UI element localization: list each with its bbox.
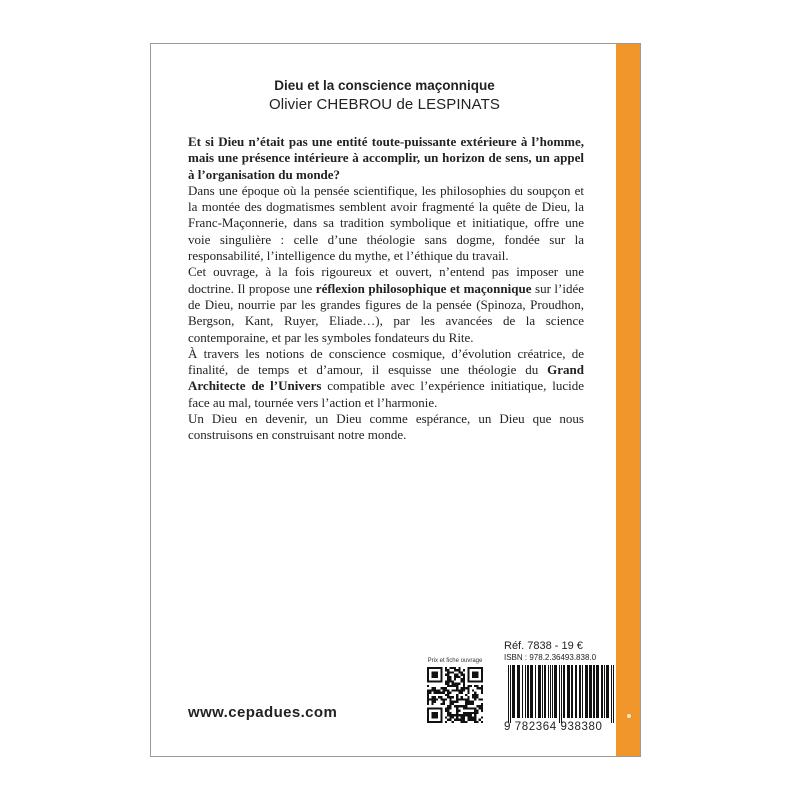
- isbn-text: ISBN : 978.2.36493.838.0: [504, 653, 597, 662]
- book-back-cover: [150, 43, 641, 757]
- blurb-paragraph-3: [188, 346, 584, 411]
- blurb-paragraph-4: Un Dieu en devenir, un Dieu comme espérance, un Dieu que nous construisons en construisant notre monde.: [188, 411, 584, 443]
- blurb-p3-end: compatible avec l’expérience initiatique, lucide face au mal, tournée vers l’action et l’harmonie.: [188, 378, 584, 410]
- qr-label: Prix et fiche ouvrage: [427, 658, 483, 664]
- price-isbn-block: [504, 640, 618, 733]
- blurb-paragraph-2: [188, 264, 584, 345]
- barcode-number: 9 782364 938380: [504, 721, 603, 733]
- blurb-p3-start: À travers les notions de conscience cosmique, d’évolution créatrice, de finalité, de temps et d’amour, il esquisse une théologie du: [188, 345, 584, 378]
- blurb-text: [188, 134, 584, 444]
- orange-spine-strip: [616, 44, 640, 756]
- blurb-p2-end: sur l’idée de Dieu, nourrie par les grandes figures de la pensée (Spinoza, Proudhon, Bergson, Kant, Ruyer, Eliade…), par les avancées de la science contemporaine, et par les symboles fondateurs du Rite.: [188, 280, 585, 345]
- blurb-lead: Et si Dieu n’était pas une entité toute-puissante extérieure à l’homme, mais une présence intérieure à accomplir, un horizon de sens, un appel à l’organisation du monde?: [188, 134, 584, 182]
- blurb-paragraph-1: Dans une époque où la pensée scientifique, les philosophies du soupçon et la montée des dogmatismes semblent avoir fragmenté la quête de Dieu, la Franc-Maçonnerie, dans sa tradition symbolique et initiatique, offre une voie singulière : celle d’une théologie sans dogme, fondée sur la responsabilité, l’intelligence du mythe, et l’éthique du travail.: [188, 182, 584, 264]
- book-title: Dieu et la conscience maçonnique: [274, 78, 495, 93]
- reference-price: Réf. 7838 - 19 €: [504, 640, 583, 652]
- book-author: Olivier CHEBROU de LESPINATS: [269, 96, 500, 113]
- publisher-website: www.cepadues.com: [188, 704, 338, 721]
- blurb-p2-start: Cet ouvrage, à la fois rigoureux et ouvert, n’entend pas imposer une doctrine. Il propose une: [188, 264, 584, 296]
- qr-code-icon: [427, 667, 483, 723]
- spine-mark: [627, 714, 631, 718]
- blurb-p3-bold: Grand Architecte de l’Univers: [188, 362, 584, 394]
- barcode-icon: [504, 665, 618, 723]
- blurb-p2-bold: réflexion philosophique et maçonnique: [315, 280, 532, 296]
